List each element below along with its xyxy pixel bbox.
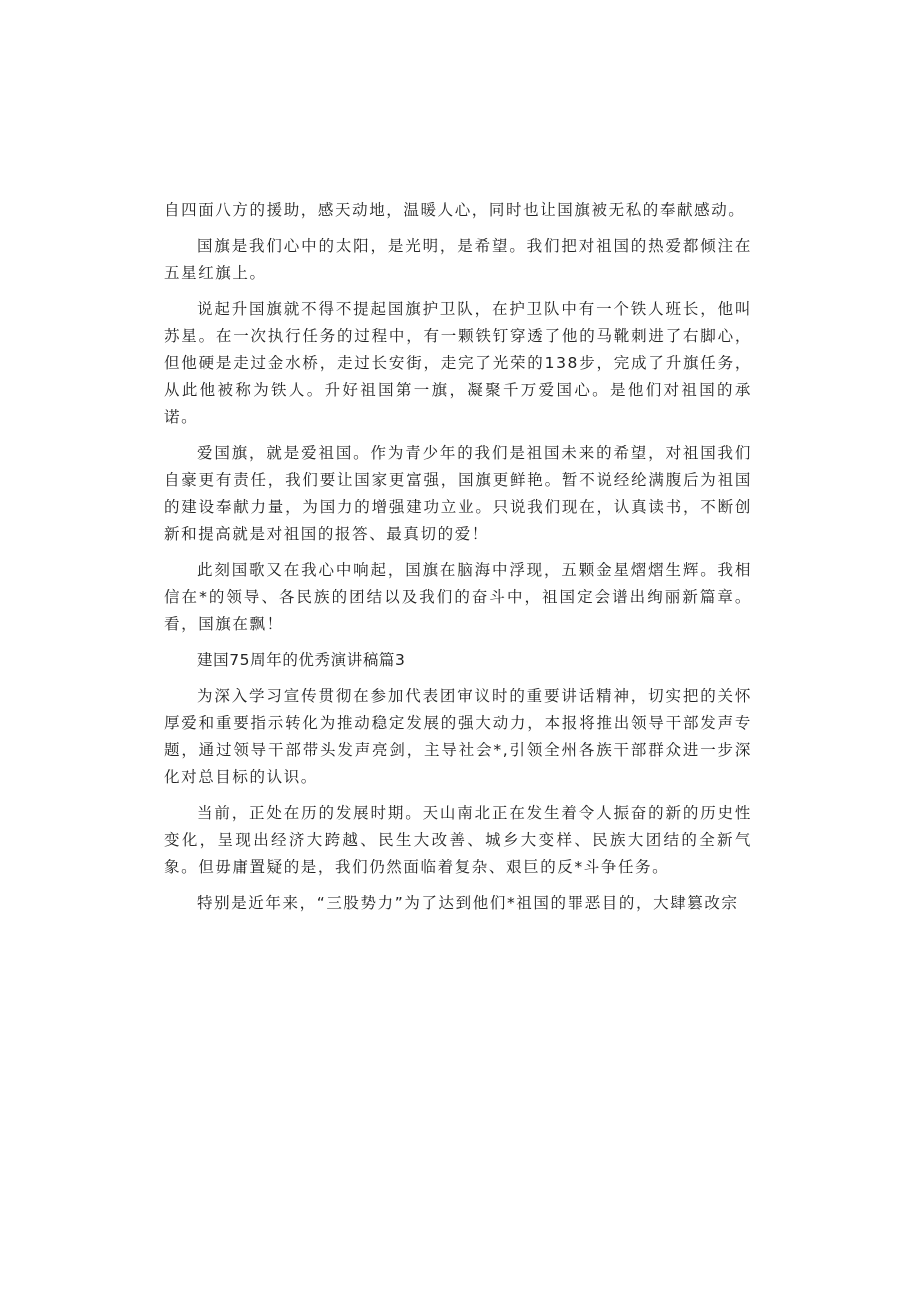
paragraph-study-speech: 为深入学习宣传贯彻在参加代表团审议时的重要讲话精神，切实把的关怀厚爱和重要指示转化为推动稳定发展的强大动力，本报将推出领导干部发声专题，通过领导干部带头发声亮剑，主导社会*,引领全州各族干部群众进一步深化对总目标的认识。 — [164, 687, 752, 786]
paragraph-national-flag-sun: 国旗是我们心中的太阳，是光明，是希望。我们把对祖国的热爱都倾注在五星红旗上。 — [164, 237, 752, 282]
paragraph-recent-years: 特别是近年来，“三股势力”为了达到他们*祖国的罪恶目的，大肆篡改宗 — [197, 894, 739, 912]
paragraph-continuation: 自四面八方的援助，感天动地，温暖人心，同时也让国旗被无私的奉献感动。 — [164, 201, 746, 219]
paragraph-anthem-flag-flying: 此刻国歌又在我心中响起，国旗在脑海中浮现，五颗金星熠熠生辉。我相信在*的领导、各民族的团结以及我们的奋斗中，祖国定会谱出绚丽新篇章。看，国旗在飘！ — [164, 561, 752, 633]
paragraph-love-flag-love-country: 爱国旗，就是爱祖国。作为青少年的我们是祖国未来的希望，对祖国我们自豪更有责任，我们要让国家更富强，国旗更鲜艳。暂不说经纶满腹后为祖国的建设奉献力量，为国力的增强建功立业。只说我们现在，认真读书，不断创新和提高就是对祖国的报答、最真切的爱！ — [164, 444, 752, 543]
section-heading: 建国75周年的优秀演讲稿篇3 — [197, 651, 406, 669]
document-body — [164, 197, 752, 926]
paragraph-iron-man-su-xing: 说起升国旗就不得不提起国旗护卫队，在护卫队中有一个铁人班长，他叫苏星。在一次执行任务的过程中，有一颗铁钉穿透了他的马靴刺进了右脚心，但他硬是走过金水桥，走过长安街，走完了光荣的138步，完成了升旗任务，从此他被称为铁人。升好祖国第一旗，凝聚千万爱国心。是他们对祖国的承诺。 — [164, 300, 752, 426]
paragraph-development-period: 当前，正处在历的发展时期。天山南北正在发生着令人振奋的新的历史性变化，呈现出经济大跨越、民生大改善、城乡大变样、民族大团结的全新气象。但毋庸置疑的是，我们仍然面临着复杂、艰巨的反*斗争任务。 — [164, 804, 752, 876]
